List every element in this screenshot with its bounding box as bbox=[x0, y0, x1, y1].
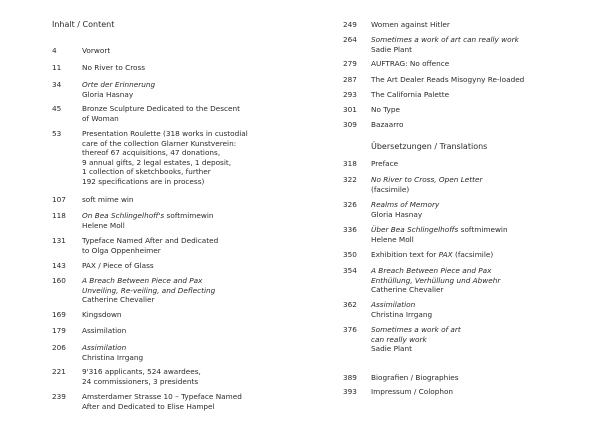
page-number: 393 bbox=[343, 387, 357, 396]
page-number: 350 bbox=[343, 250, 357, 259]
entry-line: Enthüllung, Verhüllung und Abwehr bbox=[371, 275, 501, 285]
entry-line: 1 collection of sketchbooks, further bbox=[82, 167, 211, 177]
entry-line: No Type bbox=[371, 105, 401, 114]
page-number: 293 bbox=[343, 90, 357, 99]
entry-line: 9 annual gifts, 2 legal estates, 1 deposit, bbox=[82, 157, 232, 167]
entry-title bbox=[371, 90, 449, 100]
page-number: 179 bbox=[52, 326, 66, 335]
entry-title bbox=[82, 63, 145, 73]
page-number: 118 bbox=[52, 211, 66, 220]
page-number: 239 bbox=[52, 392, 66, 401]
page-number: 45 bbox=[52, 104, 62, 113]
entry-line: of Woman bbox=[82, 113, 119, 123]
entry-line: Exhibition text for PAX (facsimile) bbox=[371, 250, 494, 259]
entry-line: Bazaarro bbox=[371, 120, 404, 129]
entry-line: 9'316 applicants, 524 awardees, bbox=[82, 367, 201, 376]
entry-line: Kingsdown bbox=[82, 310, 122, 319]
page-number: 362 bbox=[343, 300, 357, 309]
entry-line: AUFTRAG: No offence bbox=[371, 59, 450, 68]
entry-line: to Olga Oppenheimer bbox=[82, 245, 161, 255]
page-number: 169 bbox=[52, 310, 66, 319]
entry-line: Helene Moll bbox=[371, 234, 414, 244]
page-number: 4 bbox=[52, 46, 57, 55]
entry-line: 24 commissioners, 3 presidents bbox=[82, 376, 199, 386]
page-number: 107 bbox=[52, 195, 66, 204]
entry-line: Biografien / Biographies bbox=[371, 373, 459, 382]
entry-line: (facsimile) bbox=[371, 184, 410, 194]
entry-line: Orte der Erinnerung bbox=[82, 80, 156, 89]
entry-line: Vorwort bbox=[82, 46, 111, 55]
entry-title bbox=[371, 387, 453, 397]
page-number: 264 bbox=[343, 35, 357, 44]
entry-line: The California Palette bbox=[371, 90, 450, 99]
page-number: 160 bbox=[52, 276, 66, 285]
entry-line: Sadie Plant bbox=[371, 44, 412, 54]
page-number: 131 bbox=[52, 236, 66, 245]
entry-line: 192 specifications are in process) bbox=[82, 176, 205, 186]
entry-title bbox=[82, 211, 213, 230]
entry-line: Bronze Sculpture Dedicated to the Descent bbox=[82, 104, 241, 113]
entry-title bbox=[82, 46, 110, 56]
page-number: 53 bbox=[52, 129, 62, 138]
page-number: 389 bbox=[343, 373, 357, 382]
entry-title bbox=[371, 225, 508, 244]
page-number: 376 bbox=[343, 325, 357, 334]
entry-line: No River to Cross bbox=[82, 63, 146, 72]
entry-title bbox=[371, 59, 449, 69]
entry-title bbox=[82, 129, 248, 187]
entry-line: Sometimes a work of art bbox=[371, 325, 461, 334]
entry-line: Christina Irrgang bbox=[82, 352, 144, 362]
page-number: 206 bbox=[52, 343, 66, 352]
entry-title bbox=[371, 325, 461, 354]
page-number: 221 bbox=[52, 367, 66, 376]
entry-line: A Breach Between Piece and Pax bbox=[82, 276, 203, 285]
entry-line: Gloria Hasnay bbox=[82, 89, 134, 99]
entry-title bbox=[82, 367, 201, 386]
entry-title bbox=[82, 80, 155, 99]
entry-line: Sadie Plant bbox=[371, 344, 412, 354]
entry-line: Unveiling, Re-veiling, and Deflecting bbox=[82, 285, 216, 295]
entry-line: Assimilation bbox=[82, 343, 127, 352]
entry-title bbox=[82, 326, 126, 336]
entry-title bbox=[82, 104, 240, 123]
entry-title bbox=[82, 236, 218, 255]
entry-title bbox=[371, 159, 398, 169]
entry-line: soft mime win bbox=[82, 195, 134, 204]
entry-title bbox=[82, 276, 215, 305]
entry-line: Catherine Chevalier bbox=[371, 285, 444, 295]
entry-title bbox=[371, 300, 432, 319]
entry-line: care of the collection Glarner Kunstverein: bbox=[82, 138, 237, 148]
entry-line: No River to Cross, Open Letter bbox=[371, 175, 483, 184]
entry-line: Women against Hitler bbox=[371, 20, 450, 29]
entry-line: Christina Irrgang bbox=[371, 309, 433, 319]
entry-line: After and Dedicated to Elise Hampel bbox=[82, 401, 215, 411]
entry-title bbox=[371, 200, 439, 219]
entry-line: Presentation Roulette (318 works in custodial bbox=[82, 129, 248, 138]
entry-title bbox=[371, 75, 524, 85]
entry-line: Catherine Chevalier bbox=[82, 295, 155, 305]
page-number: 249 bbox=[343, 20, 357, 29]
page-number: 287 bbox=[343, 75, 357, 84]
entry-title bbox=[82, 195, 134, 205]
entry-line: Assimilation bbox=[371, 300, 416, 309]
page-number: 34 bbox=[52, 80, 62, 89]
entry-title bbox=[371, 266, 500, 295]
entry-line: PAX / Piece of Glass bbox=[82, 261, 154, 270]
page-number: 279 bbox=[343, 59, 357, 68]
page-number: 326 bbox=[343, 200, 357, 209]
page-number: 309 bbox=[343, 120, 357, 129]
page-number: 11 bbox=[52, 63, 62, 72]
entry-line: Impressum / Colophon bbox=[371, 387, 454, 396]
entry-line: Preface bbox=[371, 159, 399, 168]
entry-title bbox=[371, 373, 459, 383]
entry-title bbox=[371, 250, 493, 260]
translations-heading: Übersetzungen / Translations bbox=[371, 142, 488, 151]
entry-title bbox=[371, 120, 403, 130]
page-number: 318 bbox=[343, 159, 357, 168]
entry-line: Über Bea Schlingelhoffs softmimewin bbox=[371, 225, 508, 234]
page-number: 143 bbox=[52, 261, 66, 270]
entry-line: Assimilation bbox=[82, 326, 127, 335]
entry-line: Amsterdamer Strasse 10 – Typeface Named bbox=[82, 392, 242, 401]
contents-heading: Inhalt / Content bbox=[52, 20, 115, 29]
page-number: 336 bbox=[343, 225, 357, 234]
entry-line: thereof 67 acquisitions, 47 donations, bbox=[82, 148, 221, 158]
entry-line: Typeface Named After and Dedicated bbox=[82, 236, 219, 245]
entry-title bbox=[82, 310, 122, 320]
entry-line: Realms of Memory bbox=[371, 200, 440, 209]
entry-line: Gloria Hasnay bbox=[371, 209, 423, 219]
entry-line: can really work bbox=[371, 334, 427, 344]
page-number: 301 bbox=[343, 105, 357, 114]
page-number: 354 bbox=[343, 266, 357, 275]
entry-line: Helene Moll bbox=[82, 220, 125, 230]
entry-title bbox=[82, 343, 143, 362]
page-number: 322 bbox=[343, 175, 357, 184]
entry-line: Sometimes a work of art can really work bbox=[371, 35, 519, 44]
entry-line: On Bea Schlingelhoff's softmimewin bbox=[82, 211, 214, 220]
entry-title bbox=[82, 261, 154, 271]
entry-title bbox=[371, 20, 450, 30]
entry-title bbox=[371, 175, 483, 194]
entry-title bbox=[371, 35, 519, 54]
entry-line: The Art Dealer Reads Misogyny Re-loaded bbox=[371, 75, 525, 84]
entry-title bbox=[371, 105, 400, 115]
entry-line: A Breach Between Piece and Pax bbox=[371, 266, 492, 275]
entry-title bbox=[82, 392, 242, 411]
